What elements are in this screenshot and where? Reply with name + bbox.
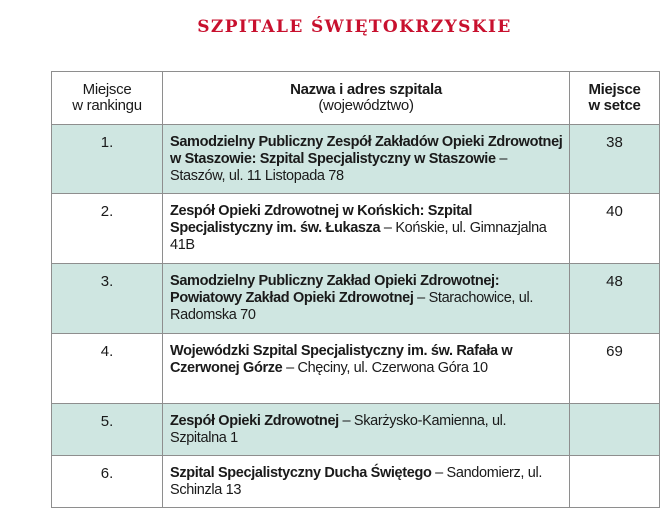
row-hospital [163,194,570,264]
hospital-name: Szpital Specjalistyczny Ducha Świętego [170,465,432,481]
hospital-name: Zespół Opieki Zdrowotnej w Końskich: Szpital Specjalistyczny im. św. Łukasza [170,203,473,236]
header-place [570,72,660,125]
row-place [570,404,660,456]
row-rank: 6. [52,456,163,508]
table-row [52,456,660,508]
table-row [52,404,660,456]
row-hospital [163,334,570,404]
row-hospital [163,456,570,508]
hospital-name: Zespół Opieki Zdrowotnej [170,413,339,429]
row-place: 38 [570,125,660,194]
hospital-address: – Sandomierz, ul. Schinzla 13 [170,465,543,498]
hospital-address: – Skarżysko-Kamienna, ul. Szpitalna 1 [170,413,507,446]
hospital-name: Samodzielny Publiczny Zespół Zakładów Opieki Zdrowotnej w Staszowie: Szpital Specjalistyczny w Staszowie [170,134,563,167]
table-row [52,125,660,194]
hospital-address: – Starachowice, ul. Radomska 70 [170,290,534,323]
table-row [52,194,660,264]
row-rank: 2. [52,194,163,264]
row-rank: 5. [52,404,163,456]
hospital-name: Samodzielny Publiczny Zakład Opieki Zdrowotnej: Powiatowy Zakład Opieki Zdrowotnej [170,273,500,306]
header-name-line2: (województwo) [318,97,414,114]
table-row [52,264,660,334]
row-place: 48 [570,264,660,334]
hospital-address: – Końskie, ul. Gimnazjalna 41B [170,220,547,253]
row-rank: 3. [52,264,163,334]
row-rank: 1. [52,125,163,194]
hospital-address: – Staszów, ul. 11 Listopada 78 [170,151,508,184]
header-rank [52,72,163,125]
row-place [570,456,660,508]
table-row [52,334,660,404]
header-name [163,72,570,125]
row-hospital [163,404,570,456]
header-rank-line2: w rankingu [72,97,142,114]
hospital-name: Wojewódzki Szpital Specjalistyczny im. św. Rafała w Czerwonej Górze [170,343,513,376]
row-rank: 4. [52,334,163,404]
hospital-address: – Chęciny, ul. Czerwona Góra 10 [282,360,488,376]
row-place: 40 [570,194,660,264]
hospital-ranking-table [51,71,660,508]
header-place-line2: w setce [588,97,641,114]
row-hospital [163,264,570,334]
header-place-line1: Miejsce [588,81,641,98]
row-place: 69 [570,334,660,404]
page-title: SZPITALE ŚWIĘTOKRZYSKIE [197,17,512,37]
header-rank-line1: Miejsce [82,81,132,98]
row-hospital [163,125,570,194]
table-header-row [52,72,660,125]
header-name-line1: Nazwa i adres szpitala [290,81,442,98]
